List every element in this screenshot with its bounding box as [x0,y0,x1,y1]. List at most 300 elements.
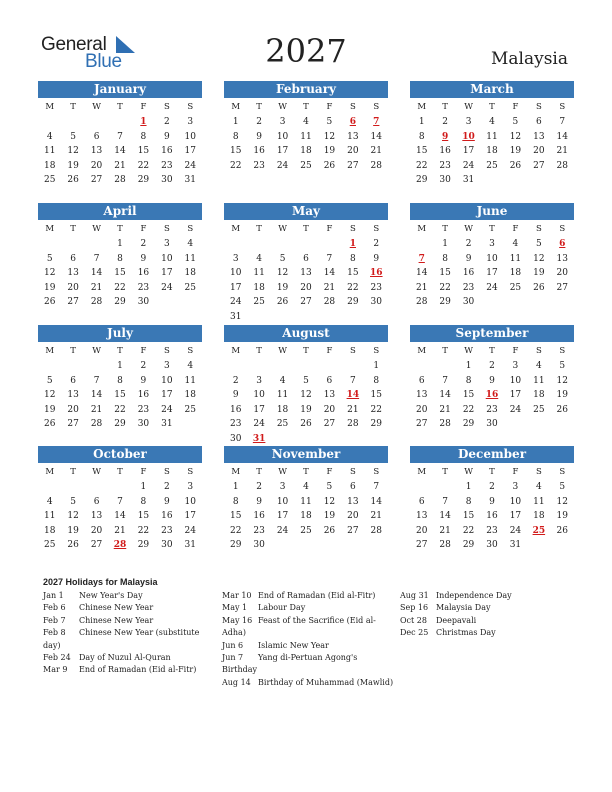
day: 27 [90,540,103,551]
day: 20 [347,511,359,522]
day: 27 [300,297,312,308]
day: 8 [232,496,239,507]
day: 19 [323,146,336,157]
day: 19 [43,404,56,415]
month-header: June [410,203,574,220]
weekday-label: M [231,346,241,356]
day: 11 [509,253,522,264]
day: 20 [533,146,545,157]
day: 25 [253,297,265,308]
day: 15 [370,390,382,401]
weekday-label: T [256,467,262,477]
month-grid [224,465,388,553]
month-grid [410,100,574,188]
empty-day [38,480,61,495]
day: 29 [415,175,428,186]
holiday-day: 6 [559,239,566,249]
holiday-name: Birthday of Muhammad (Mawlid) [258,677,394,687]
day: 3 [163,239,170,249]
holiday-name: New Year's Day [79,591,143,600]
weekday-label: S [187,346,194,356]
month-header: May [224,203,388,220]
day: 22 [347,282,359,293]
day: 20 [556,268,568,279]
day: 26 [556,404,568,415]
day: 25 [184,282,196,293]
weekday-label: F [140,467,147,477]
month-header: August [224,325,388,342]
weekday-label: M [417,102,427,112]
holiday-day: 16 [485,390,499,401]
day: 4 [535,482,542,492]
day: 8 [349,253,356,264]
day: 7 [326,253,333,264]
day: 11 [253,268,265,279]
weekday-label: W [92,467,101,477]
day: 28 [439,540,451,551]
day: 12 [556,375,568,386]
day: 13 [323,390,336,401]
day: 5 [70,131,76,142]
day: 4 [256,253,262,264]
holiday-name: Deepavali [436,615,477,625]
empty-day [271,359,294,374]
weekday-label: F [326,224,333,234]
day: 17 [253,404,265,415]
day: 5 [70,496,76,507]
day: 31 [161,419,173,430]
weekday-label: W [464,346,473,356]
day: 26 [43,297,56,308]
day: 14 [90,268,103,279]
holiday-day: 10 [462,131,475,142]
holiday-name: End of Ramadan (Eid al-Fitr) [258,591,376,600]
day: 14 [90,390,103,401]
month-march [410,81,574,188]
month-header: July [38,325,202,342]
day: 21 [439,525,451,536]
day: 18 [184,268,196,279]
day: 15 [137,146,150,157]
weekday-label: S [373,467,380,477]
holiday-day: 6 [349,117,356,127]
day: 17 [184,146,196,157]
day: 28 [370,160,382,171]
month-january [38,81,202,188]
holiday-date: Feb 7 [43,615,66,625]
weekday-label: W [278,102,287,112]
weekday-label: F [512,224,519,234]
day: 9 [256,131,262,142]
day: 14 [323,268,336,279]
weekday-label: S [349,102,356,112]
day: 29 [137,175,150,186]
day: 27 [90,175,103,186]
day: 21 [90,404,103,415]
day: 21 [114,160,126,171]
day: 17 [161,268,173,279]
day: 22 [229,160,242,171]
day: 25 [300,525,312,536]
day: 2 [140,239,147,249]
day: 6 [303,253,309,264]
weekday-label: S [187,467,194,477]
day: 20 [347,146,359,157]
weekday-label: S [349,224,356,234]
holiday-date: Mar 10 [222,591,252,600]
day: 10 [509,375,522,386]
month-december [410,446,574,553]
day: 22 [137,525,150,536]
day: 8 [117,375,123,386]
weekday-label: S [373,102,380,112]
day: 14 [439,511,451,522]
day: 15 [462,390,475,401]
day: 21 [370,146,382,157]
day: 21 [415,282,428,293]
day: 22 [114,404,126,415]
day: 3 [187,482,194,492]
day: 2 [489,482,495,492]
weekday-label: W [278,346,287,356]
day: 5 [46,375,53,386]
weekday-label: T [117,224,123,234]
weekday-label: M [231,102,241,112]
day: 21 [90,282,103,293]
holiday-item [400,627,572,639]
weekday-label: F [326,346,333,356]
day: 28 [323,297,336,308]
holiday-item [222,677,394,689]
day: 17 [276,511,289,522]
brand-name-blue: Blue [85,51,122,72]
weekday-label: T [489,346,495,356]
holiday-date: May 16 [222,615,253,625]
weekday-label: F [512,102,519,112]
day: 25 [184,404,196,415]
day: 18 [43,160,56,171]
day: 7 [117,131,123,142]
day: 23 [486,404,498,415]
weekday-label: S [163,102,170,112]
weekday-label: M [417,346,427,356]
day: 23 [137,282,150,293]
day: 29 [114,419,126,430]
day: 30 [137,419,150,430]
day: 20 [67,282,79,293]
empty-day [410,237,433,252]
weekday-label: S [163,467,170,477]
day: 10 [184,131,196,142]
day: 12 [323,131,336,142]
day: 14 [439,390,451,401]
holiday-item [400,590,572,602]
weekday-label: T [442,224,448,234]
day: 21 [439,404,451,415]
holiday-column [222,590,394,689]
day: 19 [556,390,568,401]
month-header: March [410,81,574,98]
day: 9 [489,375,495,386]
day: 4 [187,361,194,371]
weekday-label: T [303,224,309,234]
day: 24 [253,419,265,430]
weekday-label: S [163,346,170,356]
day: 4 [303,117,309,127]
holiday-date: Jun 6 [222,640,244,650]
holiday-name: Independence Day [436,591,512,600]
month-june [410,203,574,310]
holiday-item [400,602,572,614]
day: 2 [373,239,380,249]
day: 20 [323,404,336,415]
empty-day [61,237,84,252]
empty-day [433,359,456,374]
month-grid [410,465,574,553]
holidays-title: 2027 Holidays for Malaysia [43,577,158,587]
day: 24 [509,525,522,536]
day: 5 [326,482,333,492]
day: 26 [276,297,289,308]
month-july [38,325,202,432]
month-grid [224,222,388,325]
holiday-name: Day of Nuzul Al-Quran [79,653,171,663]
day: 2 [140,361,147,371]
day: 9 [140,375,147,386]
month-grid [38,344,202,432]
day: 12 [533,253,545,264]
day: 4 [279,375,286,386]
weekday-label: M [417,224,427,234]
empty-day [108,480,131,495]
month-grid [38,100,202,188]
day: 17 [509,511,522,522]
day: 17 [229,282,242,293]
holiday-item [222,590,394,602]
weekday-label: S [535,102,542,112]
day: 3 [512,482,519,492]
day: 27 [323,419,336,430]
day: 26 [300,419,312,430]
day: 24 [184,525,196,536]
day: 24 [184,160,196,171]
day: 29 [137,540,150,551]
day: 10 [161,253,173,264]
day: 27 [533,160,545,171]
day: 28 [556,160,568,171]
day: 16 [161,511,173,522]
day: 16 [137,390,150,401]
day: 29 [347,297,359,308]
weekday-label: T [70,102,76,112]
day: 8 [442,253,448,264]
holiday-day: 31 [252,433,266,444]
weekday-label: T [442,102,448,112]
day: 13 [347,131,359,142]
day: 31 [462,175,475,186]
weekday-label: T [117,467,123,477]
holiday-date: Feb 24 [43,653,71,663]
day: 21 [347,404,359,415]
day: 29 [229,540,242,551]
holiday-day: 16 [370,268,383,279]
empty-day [61,115,84,130]
day: 14 [556,131,568,142]
day: 21 [114,525,126,536]
day: 5 [326,117,333,127]
day: 29 [462,419,475,430]
day: 17 [276,146,289,157]
day: 23 [253,160,265,171]
day: 19 [67,525,79,536]
day: 19 [300,404,312,415]
day: 16 [439,146,451,157]
empty-day [85,359,108,374]
day: 23 [229,419,242,430]
day: 29 [462,540,475,551]
weekday-label: T [303,346,309,356]
holiday-name: Feast of the Sacrifice (Eid al-Adha) [222,615,376,638]
month-november [224,446,388,553]
day: 18 [300,146,312,157]
day: 3 [232,253,239,264]
holiday-item [222,615,394,640]
day: 2 [163,482,170,492]
day: 11 [486,131,498,142]
day: 5 [303,375,309,386]
weekday-label: T [489,224,495,234]
month-grid [410,222,574,310]
day: 27 [67,419,79,430]
day: 16 [486,511,498,522]
day: 15 [229,511,242,522]
day: 9 [373,253,380,264]
empty-day [108,115,131,130]
day: 10 [184,496,196,507]
holiday-date: Sep 16 [400,603,429,613]
holiday-name: Yang di-Pertuan Agong's Birthday [222,653,358,675]
day: 1 [465,482,472,492]
day: 18 [184,390,196,401]
day: 15 [439,268,451,279]
day: 7 [373,482,380,492]
weekday-label: S [187,102,194,112]
weekday-label: T [303,102,309,112]
empty-day [410,480,433,495]
day: 19 [276,282,289,293]
day: 5 [46,253,53,264]
day: 2 [256,117,262,127]
day: 9 [163,496,170,507]
day: 8 [418,131,425,142]
day: 13 [300,268,312,279]
day: 29 [370,419,382,430]
day: 14 [114,511,126,522]
day: 7 [93,253,100,264]
weekday-label: M [417,467,427,477]
day: 10 [276,131,289,142]
day: 15 [347,268,359,279]
holiday-day: 1 [140,117,147,127]
day: 12 [67,511,79,522]
day: 20 [67,404,79,415]
day: 30 [229,433,242,444]
empty-day [247,237,270,252]
day: 25 [43,540,56,551]
day: 19 [533,268,545,279]
holiday-date: Aug 14 [222,677,251,687]
day: 30 [486,540,498,551]
weekday-label: S [559,102,566,112]
day: 13 [67,268,79,279]
weekday-label: S [535,467,542,477]
day: 5 [512,117,519,127]
day: 8 [117,253,123,264]
month-header: December [410,446,574,463]
day: 3 [512,361,519,371]
day: 25 [486,160,498,171]
day: 11 [300,131,312,142]
holiday-day: 7 [373,117,380,127]
day: 21 [323,282,336,293]
day: 11 [300,496,312,507]
day: 31 [229,311,242,322]
weekday-label: S [187,224,194,234]
day: 3 [163,361,170,371]
day: 7 [117,496,123,507]
day: 19 [67,160,79,171]
day: 30 [370,297,382,308]
day: 12 [323,496,336,507]
weekday-label: W [278,467,287,477]
day: 26 [67,540,79,551]
month-april [38,203,202,310]
day: 4 [303,482,309,492]
day: 30 [161,540,173,551]
day: 13 [90,511,103,522]
weekday-label: S [559,346,566,356]
holiday-date: Aug 31 [400,591,429,600]
weekday-label: W [92,102,101,112]
empty-day [85,480,108,495]
day: 23 [439,160,451,171]
day: 7 [559,117,566,127]
day: 23 [486,525,498,536]
day: 25 [533,404,545,415]
day: 13 [415,511,428,522]
day: 10 [253,390,265,401]
month-header: September [410,325,574,342]
weekday-label: W [92,224,101,234]
day: 30 [439,175,451,186]
weekday-label: W [464,102,473,112]
day: 6 [349,482,356,492]
day: 12 [276,268,289,279]
day: 22 [462,525,475,536]
day: 28 [415,297,428,308]
day: 3 [187,117,194,127]
day: 28 [347,419,359,430]
day: 16 [137,268,150,279]
day: 11 [184,375,196,386]
month-header: October [38,446,202,463]
day: 16 [253,146,265,157]
day: 29 [439,297,451,308]
month-august [224,325,388,447]
month-grid [224,344,388,447]
day: 25 [300,160,312,171]
holiday-column [43,590,215,677]
